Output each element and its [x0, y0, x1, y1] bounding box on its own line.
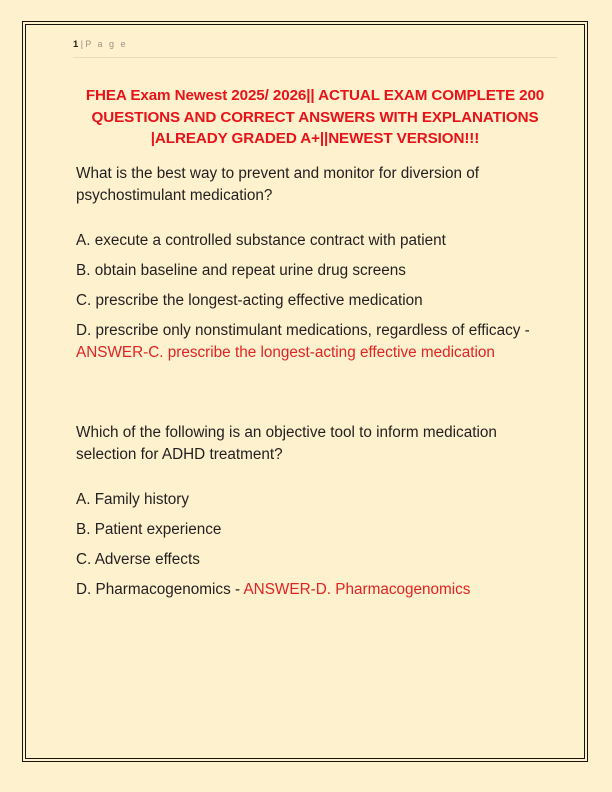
question-text: What is the best way to prevent and monitor for diversion of psychostimulant medication?	[76, 164, 480, 204]
option-label-text: C. Adverse effects	[76, 550, 200, 568]
qa-block-2	[73, 422, 557, 602]
option-label-text: B. obtain baseline and repeat urine drug screens	[76, 261, 406, 279]
option-row	[76, 549, 557, 572]
option-label-text: B. Patient experience	[76, 520, 222, 538]
running-header	[73, 37, 557, 67]
option-label-text: A. Family history	[76, 490, 190, 508]
option-label-text: D. prescribe only nonstimulant medications, regardless of efficacy -	[76, 321, 530, 339]
header-separator: |	[80, 39, 84, 49]
qa-block-1	[73, 163, 557, 365]
header-page-label	[73, 37, 557, 52]
header-page-word: P a g e	[85, 39, 128, 49]
answer-text: ANSWER-D. Pharmacogenomics	[243, 580, 471, 598]
page-border-frame	[22, 21, 588, 762]
question-spacer	[73, 467, 557, 489]
option-row	[76, 320, 557, 365]
question-text: Which of the following is an objective tool to inform medication selection for ADHD treatment?	[76, 423, 497, 463]
option-row	[76, 290, 557, 313]
option-row	[76, 579, 557, 602]
option-row	[76, 489, 557, 512]
option-label-text: A. execute a controlled substance contract with patient	[76, 231, 446, 249]
option-row	[76, 260, 557, 283]
header-divider	[73, 57, 557, 58]
option-label-text: D. Pharmacogenomics -	[76, 580, 244, 598]
header-page-number: 1	[73, 39, 79, 50]
option-label-text: C. prescribe the longest-acting effective medication	[76, 291, 423, 309]
document-title: FHEA Exam Newest 2025/ 2026|| ACTUAL EXAM COMPLETE 200 QUESTIONS AND CORRECT ANSWERS WITH EXPLANATIONS |ALREADY GRADED A+||NEWEST VERSION!!!	[85, 87, 545, 147]
question-spacer	[73, 208, 557, 230]
section-gap	[73, 365, 557, 409]
option-row	[76, 230, 557, 253]
answer-text: ANSWER-C. prescribe the longest-acting effective medication	[76, 344, 495, 361]
option-row	[76, 519, 557, 542]
page-content-area	[73, 37, 557, 751]
